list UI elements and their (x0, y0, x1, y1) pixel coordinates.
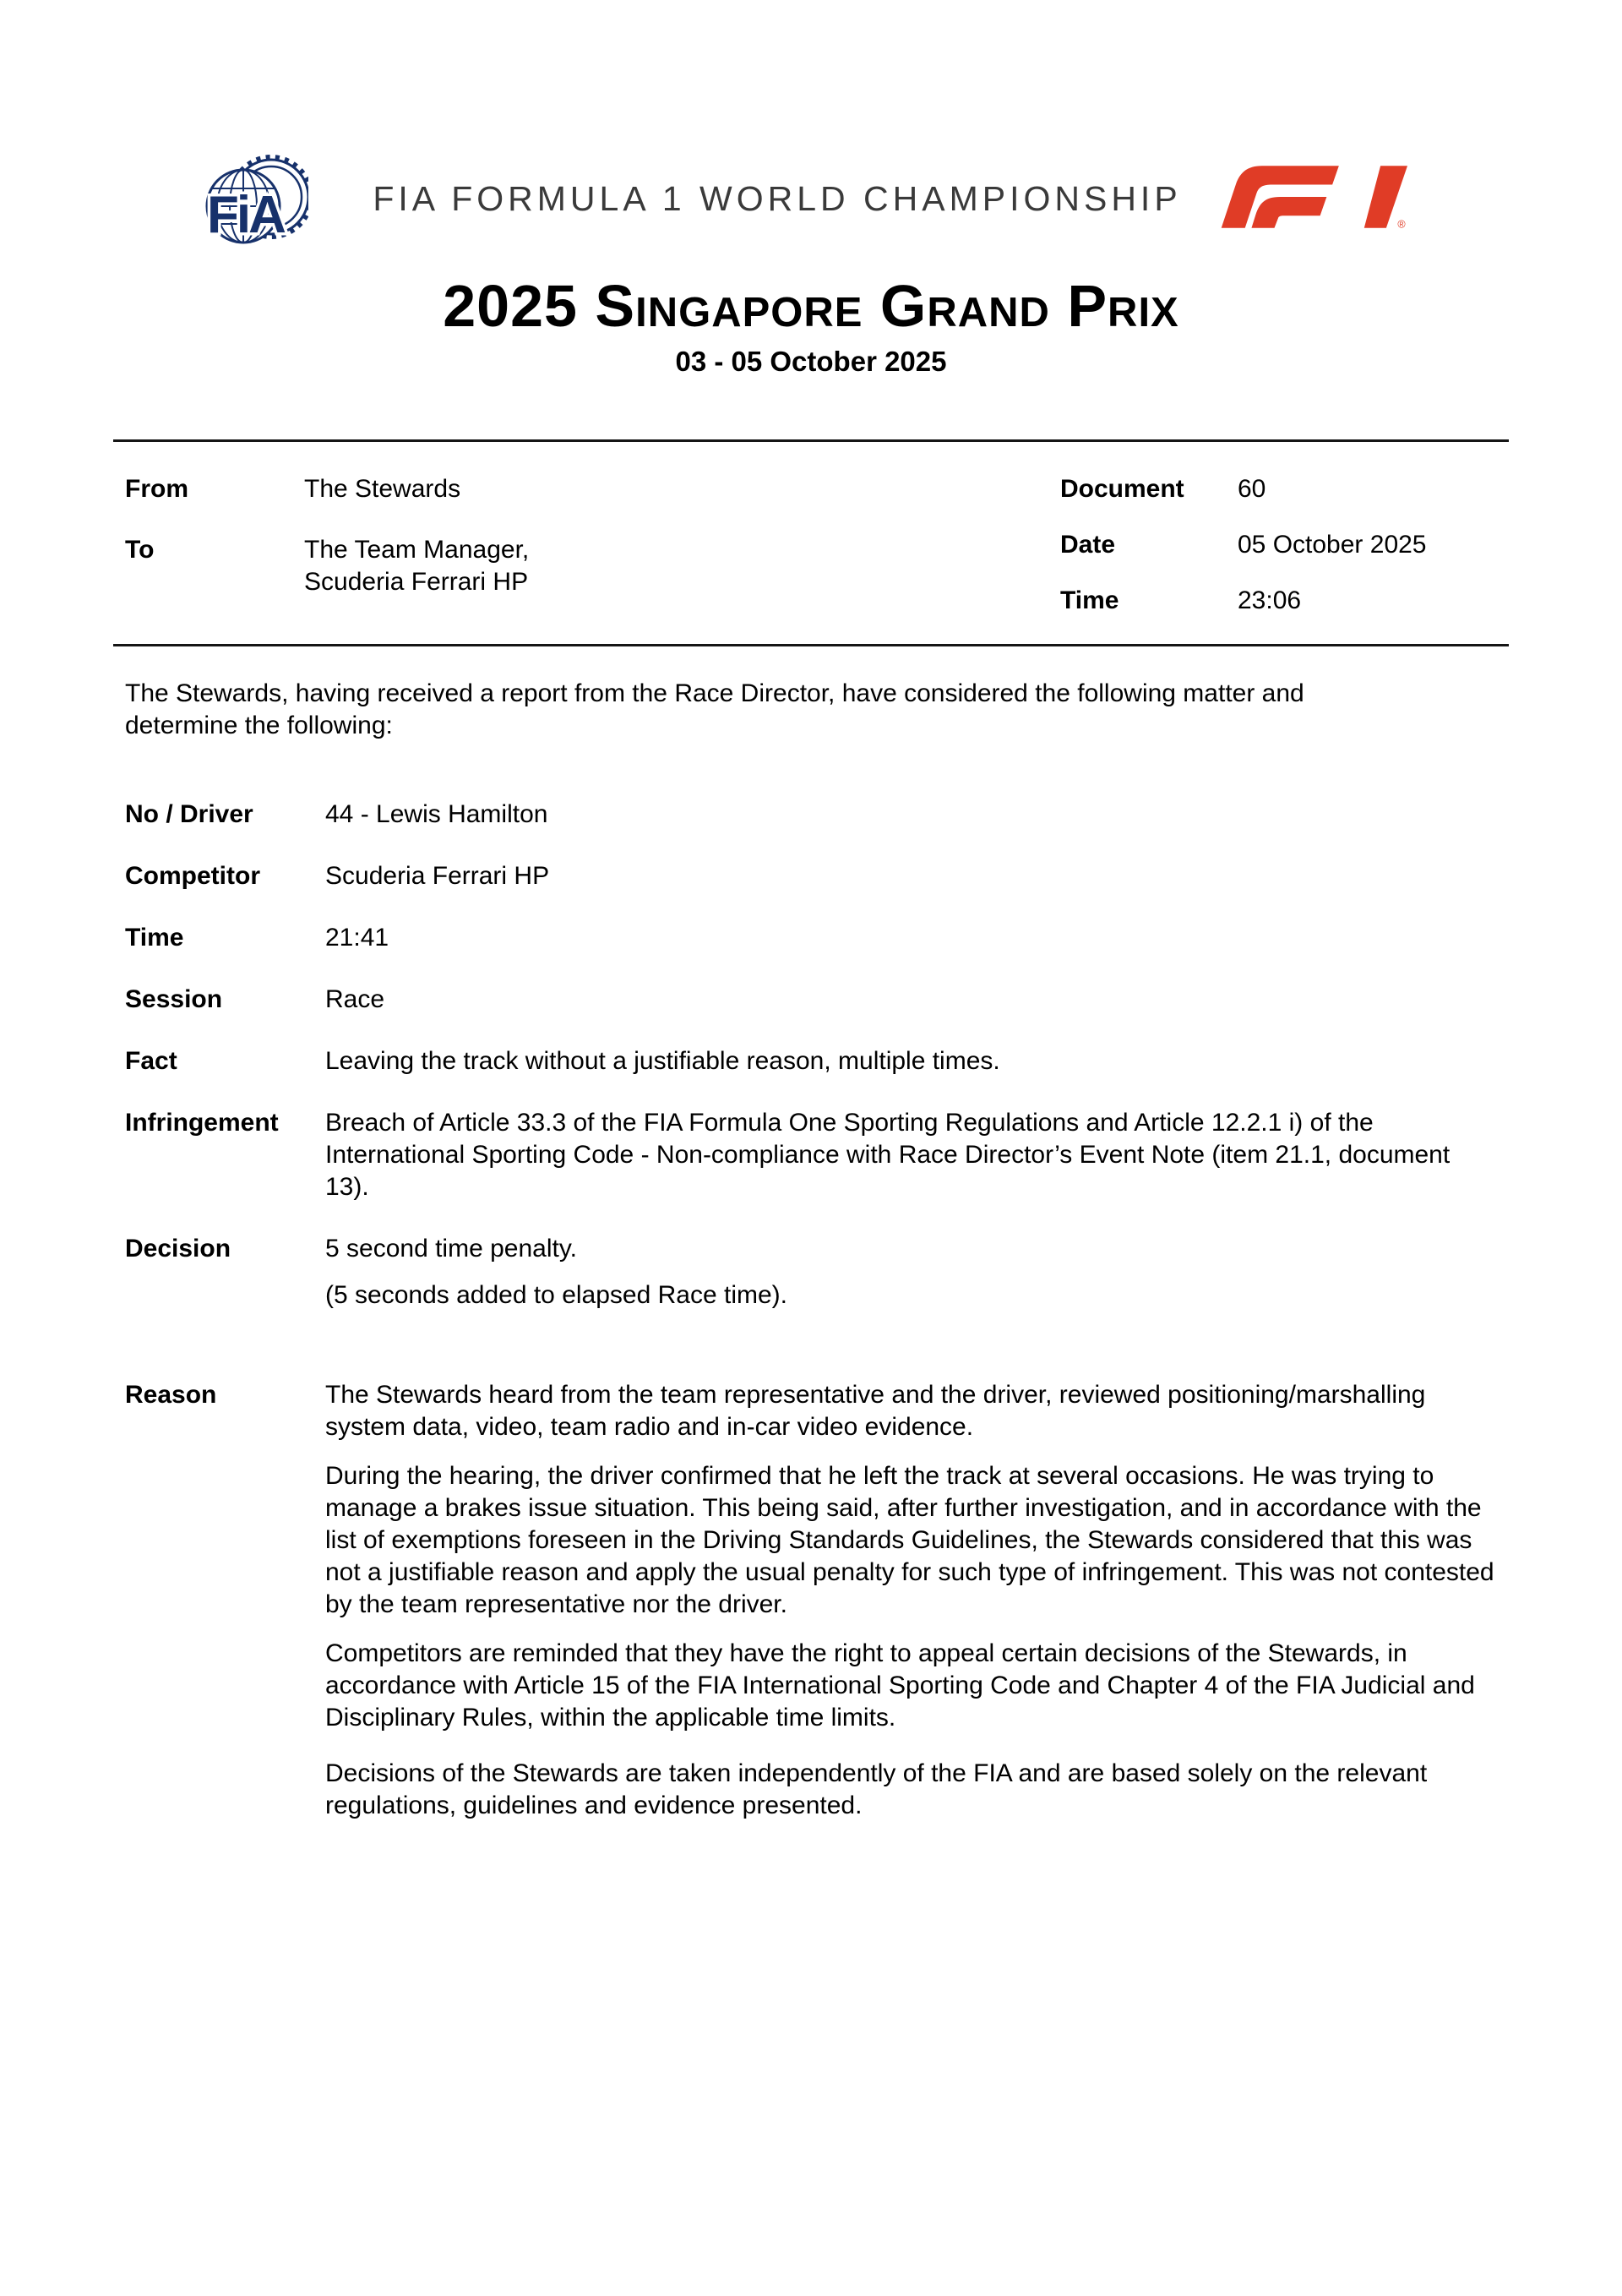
session-time-value: 21:41 (325, 924, 389, 952)
meta-row-document (1060, 473, 1427, 505)
reason-paragraph: The Stewards heard from the team representative and the driver, reviewed positioning/marshalling system data, video, team radio and in-car video evidence. (325, 1381, 1426, 1441)
event-title: 2025 Singapore Grand Prix (443, 273, 1179, 339)
decision-paragraph: (5 seconds added to elapsed Race time). (325, 1281, 787, 1309)
fact-label: Fact (125, 1047, 177, 1075)
decision-label: Decision (125, 1235, 231, 1263)
to-label: To (125, 536, 155, 564)
field-row-fact (125, 1045, 1495, 1077)
field-row-time (125, 922, 1495, 954)
reason-paragraph: During the hearing, the driver confirmed that he left the track at several occasions. He was trying to manage a brakes issue situation. This being said, after further investigation, and in accordance with the list of exemptions foreseen in the Driving Standards Guidelines, the Stewards considered that this was not a justifiable reason and apply the usual penalty for such type of infringement. This was not contested by the team representative nor the driver. (325, 1462, 1494, 1618)
fact-value: Leaving the track without a justifiable reason, multiple times. (325, 1047, 1000, 1075)
to-value-line1: The Team Manager, (304, 536, 530, 564)
document-value: 60 (1238, 475, 1266, 503)
decision-paragraph: 5 second time penalty. (325, 1235, 577, 1263)
competitor-label: Competitor (125, 862, 260, 890)
reason-paragraph: Competitors are reminded that they have the right to appeal certain decisions of the Stewards, in accordance with Article 15 of the FIA International Sporting Code and Chapter 4 of the FIA Judicial and Disciplinary Rules, within the applicable time limits. (325, 1639, 1475, 1732)
session-time-label: Time (125, 924, 184, 952)
intro-paragraph: The Stewards, having received a report from the Race Director, have considered the following matter and determine the following: (125, 679, 1304, 739)
fia-logo-letters: FiA (207, 186, 284, 244)
meta-row-date (1060, 529, 1427, 561)
reason-value (325, 1379, 1495, 1822)
time-label: Time (1060, 586, 1119, 614)
infringement-value: Breach of Article 33.3 of the FIA Formula One Sporting Regulations and Article 12.2.1 i) of the International Sporting Code - Non-compliance with Race Director’s Event Note (item 21.1, document 13). (325, 1109, 1451, 1201)
f1-logo-icon (1215, 166, 1407, 228)
decision-value (325, 1233, 1495, 1312)
decision-fields (125, 799, 1495, 1822)
date-label: Date (1060, 531, 1116, 559)
championship-title: FIA FORMULA 1 WORLD CHAMPIONSHIP (373, 179, 1182, 218)
from-value: The Stewards (304, 475, 461, 503)
f1-registered-mark: ® (1397, 218, 1406, 228)
field-row-infringement (125, 1107, 1495, 1203)
field-row-session (125, 984, 1495, 1016)
field-row-decision (125, 1233, 1495, 1312)
date-value: 05 October 2025 (1238, 531, 1427, 559)
event-dates: 03 - 05 October 2025 (675, 346, 947, 377)
no-driver-label: No / Driver (125, 800, 253, 828)
session-value: Race (325, 985, 385, 1013)
to-value (304, 534, 529, 598)
to-value-line2: Scuderia Ferrari HP (304, 568, 529, 596)
from-label: From (125, 475, 188, 503)
session-label: Session (125, 985, 223, 1013)
fia-logo-icon (205, 149, 308, 255)
no-driver-value: 44 - Lewis Hamilton (325, 800, 548, 828)
time-value: 23:06 (1238, 586, 1302, 614)
field-row-competitor (125, 860, 1495, 892)
field-row-reason (125, 1379, 1495, 1822)
meta-right-column (1060, 473, 1427, 641)
competitor-value: Scuderia Ferrari HP (325, 862, 550, 890)
reason-paragraph: Decisions of the Stewards are taken independently of the FIA and are based solely on the relevant regulations, guidelines and evidence presented. (325, 1759, 1428, 1819)
infringement-label: Infringement (125, 1109, 279, 1137)
reason-label: Reason (125, 1381, 217, 1409)
document-label: Document (1060, 475, 1184, 503)
meta-row-time (1060, 585, 1427, 617)
meta-block (113, 439, 1509, 646)
field-row-no-driver (125, 799, 1495, 831)
